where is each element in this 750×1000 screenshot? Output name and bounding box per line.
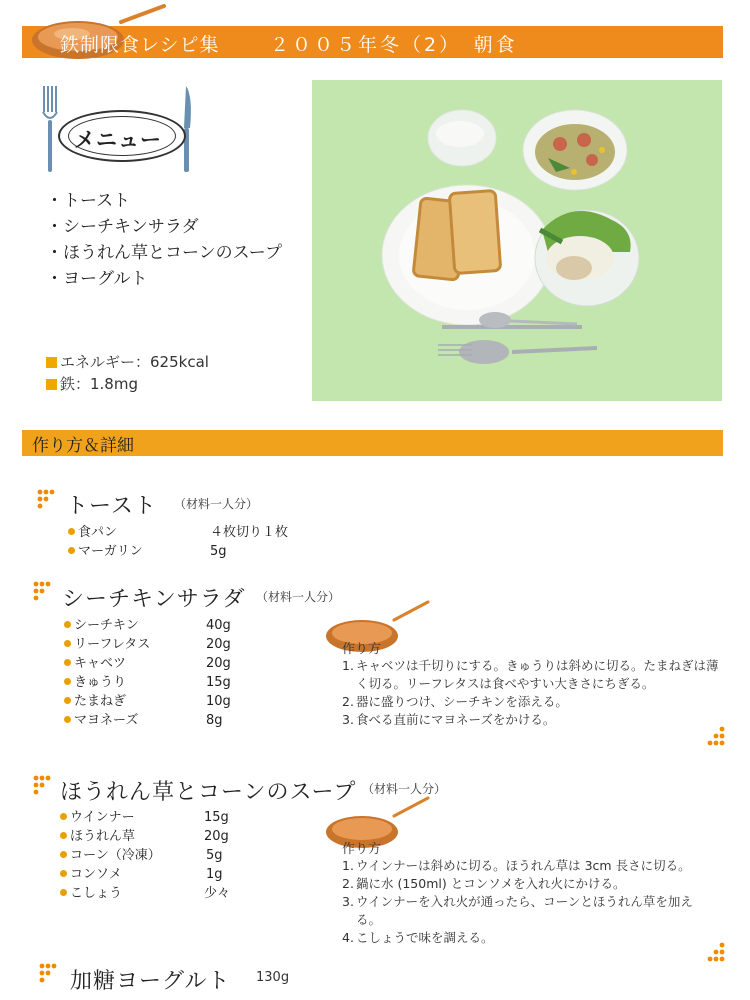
- iron-stat: [46, 374, 209, 396]
- bullet-dot-icon: [60, 889, 67, 896]
- dots-icon: [30, 774, 58, 802]
- ingredient-row: [60, 808, 260, 827]
- bullet-dot-icon: [68, 528, 75, 535]
- ingredient-qty: ４枚切り１枚: [210, 525, 289, 540]
- recipe-note-soup: （材料一人分）: [362, 782, 447, 796]
- bullet-dot-icon: [60, 851, 67, 858]
- iron-value: 鉄：1.8mg: [60, 375, 138, 393]
- ingredient-name: マヨネーズ: [74, 713, 139, 728]
- ingredient-qty: 20g: [206, 656, 231, 671]
- ingredient-row: [64, 654, 264, 673]
- ingredient-qty: 少々: [204, 886, 231, 901]
- bullet-dot-icon: [64, 678, 71, 685]
- ingredient-row: [60, 846, 260, 865]
- menu-label: メニュー: [74, 128, 162, 152]
- ingredient-name: 食パン: [78, 525, 118, 540]
- bullet-dot-icon: [60, 832, 67, 839]
- ingredient-row: [68, 542, 328, 561]
- ingredient-qty: 15g: [206, 675, 231, 690]
- recipe-title-toast: トースト: [66, 494, 157, 519]
- ingredient-qty: 1g: [206, 867, 223, 882]
- ingredients-soup: [60, 808, 260, 903]
- step-item: 1. キャベツは千切りにする。きゅうりは斜めに切る。たまねぎは薄く切る。リーフレタスは食べやすい大きさにちぎる。: [342, 658, 719, 691]
- ingredient-qty: 5g: [210, 544, 227, 559]
- method-label: 作り方: [342, 842, 382, 857]
- ingredient-name: マーガリン: [78, 544, 143, 559]
- ingredient-row: [64, 635, 264, 654]
- step-item: 1. ウインナーは斜めに切る。ほうれん草は 3cm 長さに切る。: [342, 858, 691, 873]
- nutrition-stats: [46, 352, 209, 396]
- step-item: 2. 鍋に水 (150ml) とコンソメを入れ火にかける。: [342, 876, 626, 891]
- fork-icon: [40, 84, 60, 174]
- recipe-note-salad: （材料一人分）: [256, 590, 341, 604]
- corner-dots-icon: [704, 726, 728, 748]
- ingredient-qty: 15g: [204, 810, 229, 825]
- recipe-title-yogurt: 加糖ヨーグルト: [70, 969, 231, 994]
- step-item: 4. こしょうで味を調える。: [342, 930, 494, 945]
- recipe-title-salad: シーチキンサラダ: [62, 587, 246, 612]
- ingredient-qty: 8g: [206, 713, 223, 728]
- corner-dots-icon: [704, 942, 728, 964]
- bullet-dot-icon: [64, 621, 71, 628]
- dots-icon: [36, 962, 64, 990]
- bullet-dot-icon: [64, 640, 71, 647]
- ingredient-qty: 20g: [206, 637, 231, 652]
- ingredient-name: きゅうり: [74, 675, 127, 690]
- ingredient-name: キャベツ: [74, 656, 127, 671]
- ingredient-name: リーフレタス: [74, 637, 151, 652]
- meal-photo: [312, 80, 722, 401]
- ingredient-name: コンソメ: [70, 867, 122, 882]
- menu-item: ・トースト: [46, 191, 131, 211]
- yogurt-qty: 130g: [256, 970, 290, 985]
- ingredient-row: [64, 673, 264, 692]
- ingredient-row: [64, 711, 264, 730]
- ingredient-name: こしょう: [70, 886, 123, 901]
- ingredient-qty: 20g: [204, 829, 229, 844]
- recipe-note-toast: （材料一人分）: [174, 497, 259, 511]
- page-title: 鉄制限食レシピ集: [60, 34, 220, 56]
- ingredient-row: [60, 827, 260, 846]
- bullet-dot-icon: [64, 697, 71, 704]
- ingredient-row: [68, 523, 328, 542]
- ingredient-qty: 5g: [206, 848, 223, 863]
- ingredient-row: [60, 865, 260, 884]
- dots-icon: [34, 488, 62, 516]
- step-item: 3. 食べる直前にマヨネーズをかける。: [342, 712, 556, 727]
- ingredient-qty: 40g: [206, 618, 231, 633]
- ingredient-name: シーチキン: [74, 618, 139, 633]
- step-item: 2. 器に盛りつけ、シーチキンを添える。: [342, 694, 568, 709]
- ingredient-row: [60, 884, 260, 903]
- ingredient-name: ほうれん草: [70, 829, 136, 844]
- ingredient-name: ウインナー: [70, 810, 135, 825]
- ingredients-toast: [68, 523, 328, 561]
- bullet-square-icon: [46, 379, 57, 390]
- ingredient-name: たまねぎ: [74, 694, 127, 709]
- ingredient-name: コーン（冷凍）: [70, 848, 161, 863]
- bullet-dot-icon: [68, 547, 75, 554]
- menu-list: [46, 189, 282, 293]
- bullet-square-icon: [46, 357, 57, 368]
- menu-item: ・ヨーグルト: [46, 269, 148, 289]
- energy-value: エネルギー：625kcal: [60, 353, 209, 371]
- recipe-title-soup: ほうれん草とコーンのスープ: [60, 780, 357, 805]
- bullet-dot-icon: [64, 659, 71, 666]
- method-label: 作り方: [342, 642, 382, 657]
- step-item: 3. ウインナーを入れ火が通ったら、コーンとほうれん草を加える。: [342, 894, 693, 927]
- steps-soup: [342, 857, 718, 947]
- ingredient-row: [64, 692, 264, 711]
- ingredient-qty: 10g: [206, 694, 231, 709]
- ingredients-salad: [64, 616, 264, 730]
- bullet-dot-icon: [60, 813, 67, 820]
- steps-salad: [342, 657, 722, 729]
- page-subtitle: ２００５年冬（2） 朝食: [270, 34, 518, 56]
- ingredient-row: [64, 616, 264, 635]
- bullet-dot-icon: [64, 716, 71, 723]
- menu-item: ・シーチキンサラダ: [46, 217, 199, 237]
- dots-icon: [30, 580, 58, 608]
- bullet-dot-icon: [60, 870, 67, 877]
- menu-item: ・ほうれん草とコーンのスープ: [46, 243, 282, 263]
- energy-stat: [46, 352, 209, 374]
- section-title: 作り方＆詳細: [32, 436, 134, 456]
